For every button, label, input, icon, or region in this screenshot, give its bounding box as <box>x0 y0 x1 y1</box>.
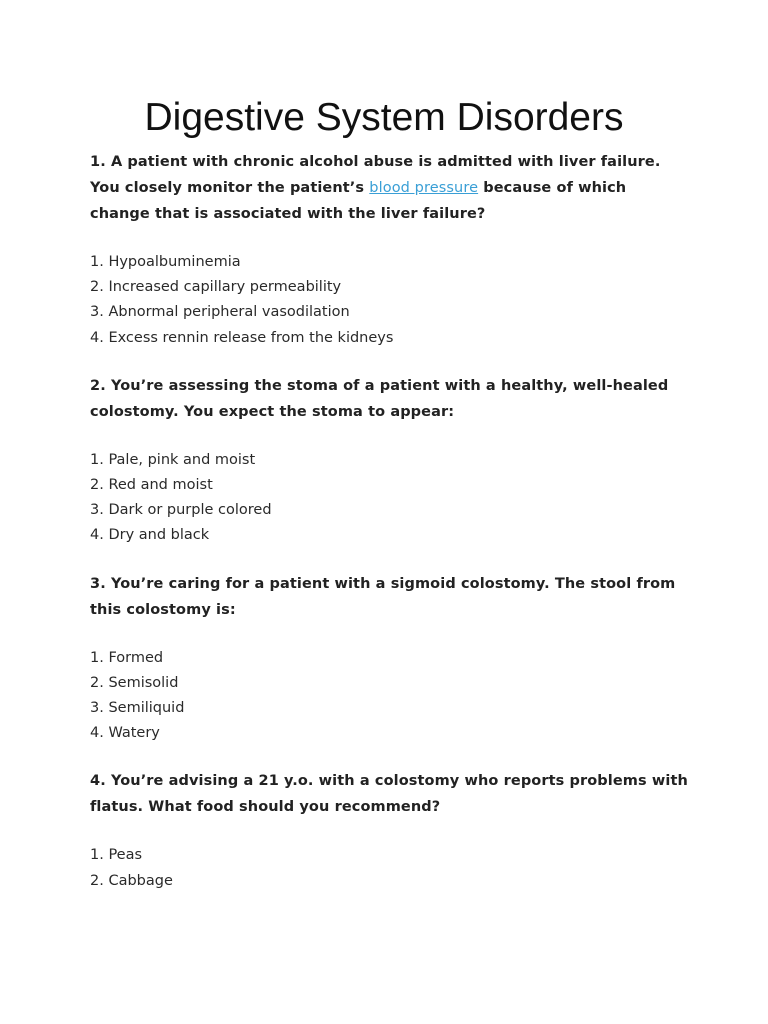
answer-option: 2. Red and moist <box>90 477 213 494</box>
answer-options-4 <box>90 843 690 893</box>
answer-options-1 <box>90 250 690 351</box>
answer-option: 4. Excess rennin release from the kidneys <box>90 329 394 346</box>
answer-option: 1. Formed <box>90 649 164 666</box>
answer-option: 2. Semisolid <box>90 674 179 691</box>
answer-option: 1. Pale, pink and moist <box>90 451 256 468</box>
answer-option: 1. Hypoalbuminemia <box>90 254 241 270</box>
question-3: 3. You’re caring for a patient with a sigmoid colostomy. The stool from this colostomy is: <box>90 575 676 618</box>
answer-option: 4. Watery <box>90 725 160 742</box>
answer-option: 3. Semiliquid <box>90 700 185 717</box>
blood-pressure-link[interactable]: blood pressure <box>369 180 479 196</box>
page-title: Digestive System Disorders <box>144 96 624 139</box>
answer-option: 2. Increased capillary permeability <box>90 279 342 296</box>
question-2: 2. You’re assessing the stoma of a patient with a healthy, well-healed colostomy. You expect the stoma to appear: <box>90 377 669 420</box>
answer-option: 4. Dry and black <box>90 527 210 544</box>
question-list <box>90 149 690 916</box>
answer-options-3 <box>90 646 690 747</box>
question-4: 4. You’re advising a 21 y.o. with a colostomy who reports problems with flatus. What food should you recommend? <box>90 773 688 816</box>
question-text-continued: because of which change that is associated with the liver failure? <box>90 180 627 222</box>
answer-option: 1. Peas <box>90 847 143 864</box>
answer-option: 2. Cabbage <box>90 872 173 889</box>
question-1 <box>90 149 690 227</box>
answer-options-2 <box>90 448 690 549</box>
answer-option: 3. Dark or purple colored <box>90 502 272 519</box>
answer-option: 3. Abnormal peripheral vasodilation <box>90 304 350 321</box>
question-text: 1. A patient with chronic alcohol abuse is admitted with liver failure. You closely monitor the patient’s <box>90 154 661 196</box>
